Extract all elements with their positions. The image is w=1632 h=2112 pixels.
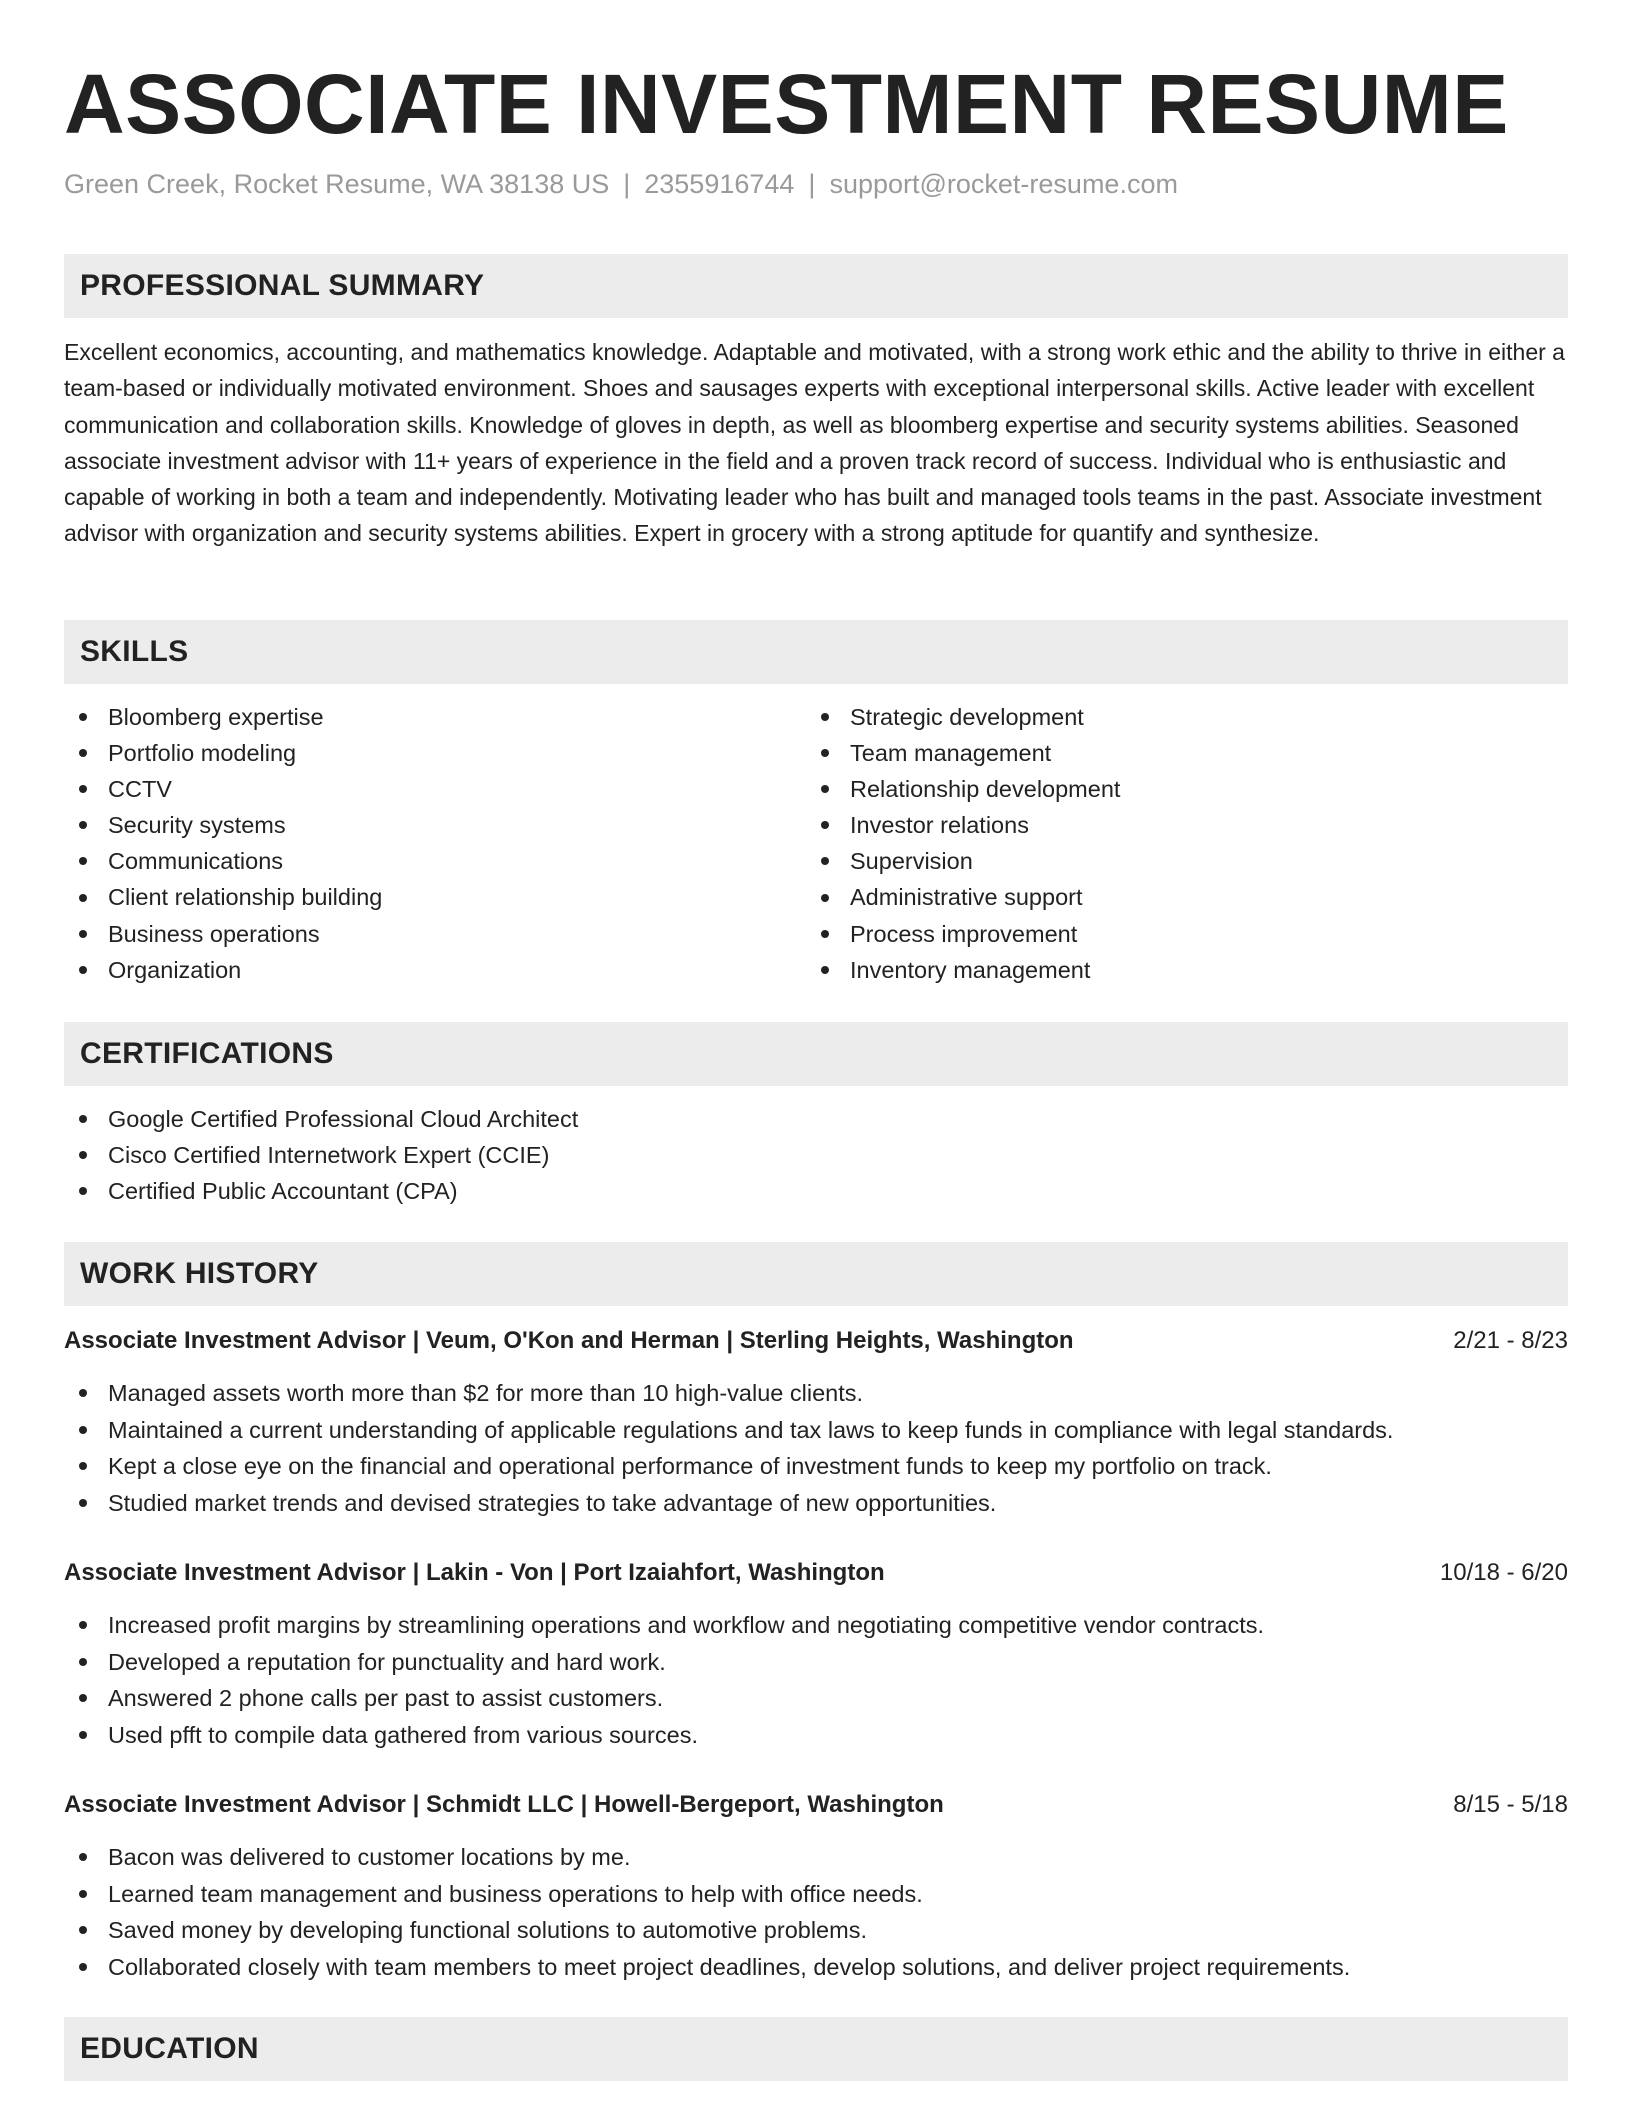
contact-email: support@rocket-resume.com (829, 169, 1178, 199)
skill-item: Business operations (64, 916, 764, 952)
skill-item: Communications (64, 843, 764, 879)
skill-item: Process improvement (806, 916, 1506, 952)
job-bullet: Maintained a current understanding of applicable regulations and tax laws to keep funds in compliance with legal standards. (64, 1412, 1568, 1449)
job-bullet: Learned team management and business operations to help with office needs. (64, 1876, 1568, 1913)
skill-item: Client relationship building (64, 879, 764, 915)
skills-right-column (806, 699, 1506, 988)
job-bullet: Collaborated closely with team members to meet project deadlines, develop solutions, and deliver project requirements. (64, 1949, 1568, 1986)
job-dates: 10/18 - 6/20 (1439, 1559, 1568, 1586)
skill-item: CCTV (64, 771, 764, 807)
certifications-block (64, 1101, 578, 1209)
section-title-education: EDUCATION (80, 2032, 259, 2065)
certification-item: Certified Public Accountant (CPA) (64, 1173, 578, 1209)
certifications-list (64, 1101, 578, 1209)
section-title-summary: PROFESSIONAL SUMMARY (80, 269, 485, 302)
contact-separator: | (623, 169, 631, 199)
skill-item: Bloomberg expertise (64, 699, 764, 735)
contact-phone: 2355916744 (644, 169, 795, 199)
job-title: Associate Investment Advisor | Schmidt LLC | Howell-Bergeport, Washington (64, 1791, 944, 1818)
job-header (64, 1323, 1568, 1359)
skill-item: Inventory management (806, 952, 1506, 988)
job-bullet: Answered 2 phone calls per past to assist customers. (64, 1680, 1568, 1717)
job-bullet: Kept a close eye on the financial and operational performance of investment funds to keep my portfolio on track. (64, 1448, 1568, 1485)
contact-line (64, 166, 1178, 202)
section-header-skills (64, 620, 1568, 684)
job-title: Associate Investment Advisor | Veum, O'Kon and Herman | Sterling Heights, Washington (64, 1327, 1074, 1354)
skill-item: Portfolio modeling (64, 735, 764, 771)
job-header (64, 1787, 1568, 1823)
job-entry (64, 1323, 1568, 1521)
skills-left-column (64, 699, 764, 988)
resume-title: ASSOCIATE INVESTMENT RESUME (64, 57, 1509, 151)
section-header-education (64, 2017, 1568, 2081)
job-entry (64, 1555, 1568, 1753)
certification-item: Google Certified Professional Cloud Architect (64, 1101, 578, 1137)
job-bullet: Managed assets worth more than $2 for more than 10 high-value clients. (64, 1375, 1568, 1412)
job-bullet: Used pfft to compile data gathered from various sources. (64, 1717, 1568, 1754)
section-title-work-history: WORK HISTORY (80, 1257, 319, 1290)
job-header (64, 1555, 1568, 1591)
skill-item: Investor relations (806, 807, 1506, 843)
section-title-skills: SKILLS (80, 635, 189, 668)
contact-address: Green Creek, Rocket Resume, WA 38138 US (64, 169, 610, 199)
job-entry (64, 1787, 1568, 1985)
job-bullets (64, 1607, 1568, 1753)
skills-list-right (806, 699, 1506, 988)
job-dates: 2/21 - 8/23 (1453, 1327, 1568, 1354)
job-bullets (64, 1839, 1568, 1985)
section-header-summary (64, 254, 1568, 318)
skill-item: Organization (64, 952, 764, 988)
job-title: Associate Investment Advisor | Lakin - Von | Port Izaiahfort, Washington (64, 1559, 885, 1586)
contact-separator: | (808, 169, 816, 199)
job-bullets (64, 1375, 1568, 1521)
certification-item: Cisco Certified Internetwork Expert (CCIE) (64, 1137, 578, 1173)
job-dates: 8/15 - 5/18 (1453, 1791, 1568, 1818)
skill-item: Administrative support (806, 879, 1506, 915)
job-bullet: Saved money by developing functional solutions to automotive problems. (64, 1912, 1568, 1949)
job-bullet: Studied market trends and devised strategies to take advantage of new opportunities. (64, 1485, 1568, 1522)
skill-item: Supervision (806, 843, 1506, 879)
job-bullet: Increased profit margins by streamlining operations and workflow and negotiating competitive vendor contracts. (64, 1607, 1568, 1644)
skill-item: Team management (806, 735, 1506, 771)
summary-text: Excellent economics, accounting, and mathematics knowledge. Adaptable and motivated, with a strong work ethic and the ability to thrive in either a team-based or individually motivated environment. Shoes and sausages experts with exceptional interpersonal skills. Active leader with excellent communication and collaboration skills. Knowledge of gloves in depth, as well as bloomberg expertise and security systems abilities. Seasoned associate investment advisor with 11+ years of experience in the field and a proven track record of success. Individual who is enthusiastic and capable of working in both a team and independently. Motivating leader who has built and managed tools teams in the past. Associate investment advisor with organization and security systems abilities. Expert in grocery with a strong aptitude for quantify and synthesize. (64, 339, 1565, 547)
skill-item: Relationship development (806, 771, 1506, 807)
section-header-certifications (64, 1022, 1568, 1086)
section-title-certifications: CERTIFICATIONS (80, 1037, 334, 1070)
job-bullet: Bacon was delivered to customer locations by me. (64, 1839, 1568, 1876)
skill-item: Security systems (64, 807, 764, 843)
skill-item: Strategic development (806, 699, 1506, 735)
skills-list-left (64, 699, 764, 988)
section-header-work-history (64, 1242, 1568, 1306)
job-bullet: Developed a reputation for punctuality and hard work. (64, 1644, 1568, 1681)
